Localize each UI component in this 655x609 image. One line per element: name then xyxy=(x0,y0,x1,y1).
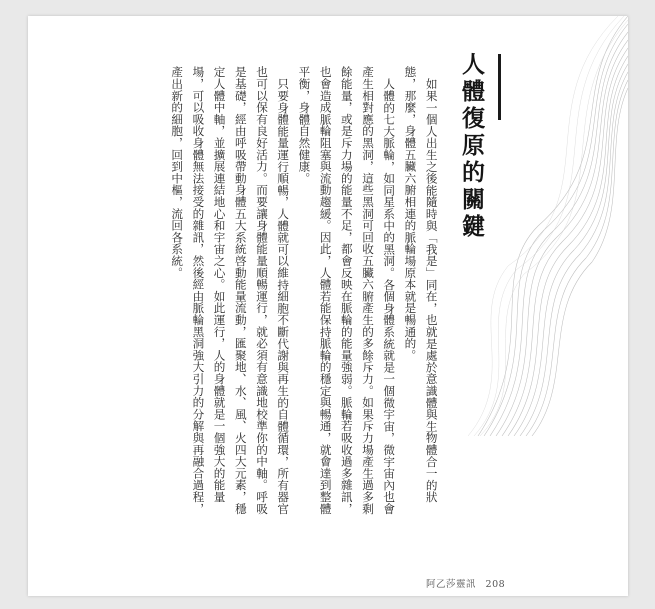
paragraph: 如果一個人出生之後能隨時與「我是」同在，也就是處於意識體與生物體合一的狀態，那麼，身體五臟六腑相連的脈輪場原本就是暢通的。 xyxy=(403,66,439,503)
wavy-line-decoration-icon xyxy=(468,16,628,436)
book-page xyxy=(28,16,628,596)
body-text xyxy=(166,66,442,518)
paragraph: 只要身體能量運行順暢，人體就可以維持細胞不斷代謝與再生的自體循環，所有器官也可以保有良好活力。而要讓身體能量順暢運行，就必須有意識地校準你的中軸。呼吸是基礎，經由呼吸帶動身體五大系統啓動能量流動，匯聚地、水、風、火四大元素，穩定人體中軸，並擴展連結地心和宇宙之心。如此運行，人的身體就是一個強大的能量場，可以吸收身體無法接受的雜訊，然後經由脈輪黑洞強大引力的分解與再融合過程，產出新的細胞，回到中樞，流回各系統。 xyxy=(170,66,291,515)
page-footer xyxy=(426,576,505,590)
chapter-title: 人體復原的關鍵 xyxy=(458,52,485,241)
page-number: 208 xyxy=(485,579,506,590)
footer-book-title: 阿乙莎靈訊 xyxy=(426,579,477,590)
title-accent-bar xyxy=(498,54,501,120)
paragraph: 人體的七大脈輪，如同星系中的黑洞。各個身體系統就是一個微宇宙，微宇宙內也會產生相對應的黑洞，這些黑洞可回收五臟六腑產生的多餘斥力。如果斥力場產生過多剩餘能量，或是斥力場的能量不足，都會反映在脈輪的能量強弱。脈輪若吸收過多雜訊，也會造成脈輪阻塞與流動趨緩。因此，人體若能保持脈輪的穩定與暢通，就會達到整體平衡，身體自然健康。 xyxy=(297,66,397,515)
